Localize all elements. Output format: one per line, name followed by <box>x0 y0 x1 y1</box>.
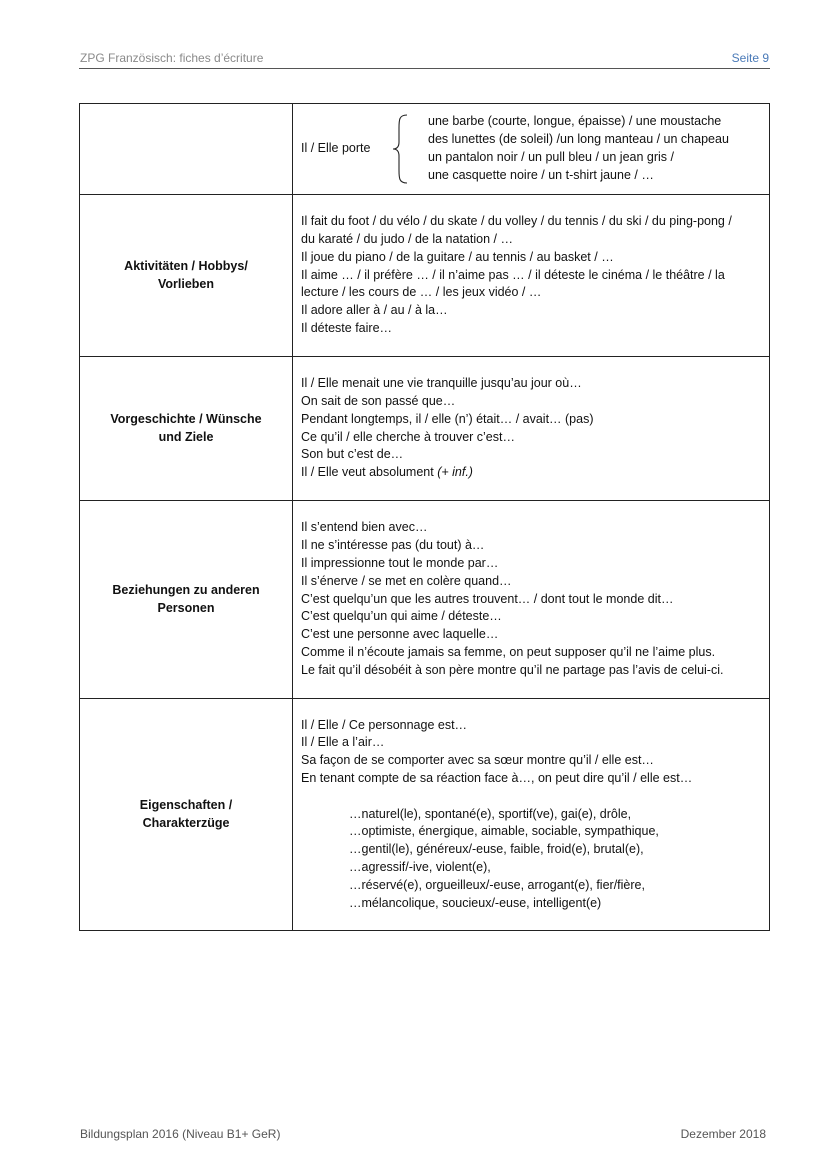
phrase-line: Il déteste faire… <box>301 320 393 335</box>
footer-right: Dezember 2018 <box>680 1127 766 1141</box>
table-row-appearance <box>80 104 770 195</box>
label-line: Eigenschaften / <box>139 797 233 812</box>
page-number: Seite 9 <box>731 51 769 65</box>
phrase-line: lecture / les cours de … / les jeux vidéo / … <box>301 285 542 300</box>
phrase-line: C’est une personne avec laquelle… <box>301 627 499 642</box>
appearance-item: un pantalon noir / un pull bleu / un jean gris / <box>428 150 675 164</box>
header-rule <box>79 68 770 69</box>
phrase-line: Il ne s’intéresse pas (du tout) à… <box>301 538 485 553</box>
phrase-line: Il / Elle a l’air… <box>301 735 385 750</box>
phrase-line: Pendant longtemps, il / elle (n’) était… / avait… (pas) <box>301 411 594 426</box>
adjective-line: …gentil(le), généreux/-euse, faible, froid(e), brutal(e), <box>349 842 644 857</box>
adjective-line: …mélancolique, soucieux/-euse, intelligent(e) <box>349 895 602 910</box>
label-line: Personen <box>157 600 215 615</box>
appearance-lead: Il / Elle porte <box>301 141 371 156</box>
phrase-line: Il impressionne tout le monde par… <box>301 556 499 570</box>
appearance-item: une casquette noire / un t-shirt jaune / … <box>428 167 654 182</box>
phrase-line: Ce qu’il / elle cherche à trouver c’est… <box>301 429 515 444</box>
label-line: Vorgeschichte / Wünsche <box>110 411 262 426</box>
row-content-background <box>293 357 770 501</box>
phrase-line: Il fait du foot / du vélo / du skate / du volley / du tennis / du ski / du ping-pong / <box>301 214 732 229</box>
adjective-line: …naturel(le), spontané(e), sportif(ve), gai(e), drôle, <box>349 806 632 821</box>
brace-icon <box>373 114 428 184</box>
row-label-background <box>80 357 293 501</box>
row-label-empty <box>80 104 293 195</box>
label-line: Charakterzüge <box>142 815 230 830</box>
row-label-hobbies <box>80 195 293 357</box>
phrase-line: Il joue du piano / de la guitare / au tennis / au basket / … <box>301 249 614 264</box>
label-line: Aktivitäten / Hobbys/ <box>124 258 248 273</box>
row-content-appearance <box>293 104 770 195</box>
phrase-line: Sa façon de se comporter avec sa sœur montre qu’il / elle est… <box>301 753 654 768</box>
phrase-line: En tenant compte de sa réaction face à…, on peut dire qu’il / elle est… <box>301 771 693 785</box>
phrase-line: Comme il n’écoute jamais sa femme, on peut supposer qu’il ne l’aime plus. <box>301 644 716 659</box>
adjective-line: …optimiste, énergique, aimable, sociable, sympathique, <box>349 824 659 839</box>
phrase-line: Il / Elle / Ce personnage est… <box>301 717 468 732</box>
phrase-line: Il aime … / il préfère … / il n’aime pas … / il déteste le cinéma / le théâtre / la <box>301 267 725 282</box>
appearance-item: des lunettes (de soleil) /un long manteau / un chapeau <box>428 132 729 147</box>
phrase-line: Il adore aller à / au / à la… <box>301 303 448 318</box>
phrase-line: On sait de son passé que… <box>301 393 456 408</box>
adjective-list <box>301 806 761 913</box>
vocabulary-table <box>79 103 770 931</box>
row-content-hobbies <box>293 195 770 357</box>
label-line: Beziehungen zu anderen <box>112 582 260 597</box>
phrase-line: du karaté / du judo / de la natation / … <box>301 232 513 246</box>
row-content-traits <box>293 699 770 931</box>
appearance-item: une barbe (courte, longue, épaisse) / une moustache <box>428 114 722 129</box>
label-line: und Ziele <box>158 429 214 444</box>
phrase-line: C’est quelqu’un qui aime / déteste… <box>301 609 502 624</box>
row-label-traits <box>80 699 293 931</box>
phrase-text: Il / Elle veut absolument <box>301 465 438 480</box>
table-row-background <box>80 357 770 501</box>
phrase-line <box>301 464 761 482</box>
spacer <box>301 788 761 806</box>
header-title: ZPG Französisch: fiches d’écriture <box>80 51 264 65</box>
table-row-traits <box>80 699 770 931</box>
phrase-line: C’est quelqu’un que les autres trouvent… / dont tout le monde dit… <box>301 591 674 606</box>
phrase-line: Son but c’est de… <box>301 447 404 462</box>
phrase-line: Il s’énerve / se met en colère quand… <box>301 573 512 588</box>
phrase-line: Il s’entend bien avec… <box>301 520 428 535</box>
adjective-line: …réservé(e), orgueilleux/-euse, arrogant(e), fier/fière, <box>349 877 645 892</box>
phrase-note: (+ inf.) <box>437 465 473 480</box>
phrase-line: Il / Elle menait une vie tranquille jusqu’au jour où… <box>301 376 582 391</box>
footer-left: Bildungsplan 2016 (Niveau B1+ GeR) <box>80 1127 281 1141</box>
row-content-relations <box>293 501 770 699</box>
label-line: Vorlieben <box>157 276 215 291</box>
adjective-line: …agressif/-ive, violent(e), <box>349 859 491 874</box>
phrase-line: Le fait qu’il désobéit à son père montre qu’il ne partage pas l’avis de celui-ci. <box>301 662 724 677</box>
row-label-relations <box>80 501 293 699</box>
table-row-relations <box>80 501 770 699</box>
table-row-hobbies <box>80 195 770 357</box>
